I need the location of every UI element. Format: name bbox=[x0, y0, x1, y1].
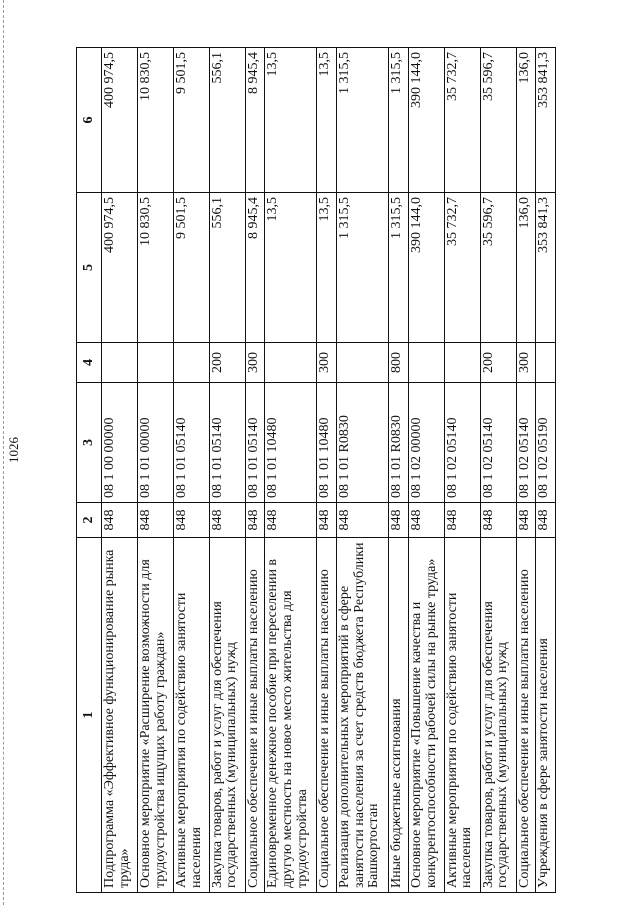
row-department-code-cell: 848 bbox=[102, 503, 138, 538]
row-expense-type-code-cell bbox=[536, 343, 556, 383]
row-department-code-cell: 848 bbox=[389, 503, 409, 538]
row-amount-cell-alt: 400 974,5 bbox=[102, 48, 138, 193]
row-amount-cell-alt: 8 945,4 bbox=[245, 48, 265, 193]
header-cell-2: 2 bbox=[77, 503, 102, 538]
table-row bbox=[480, 48, 516, 893]
row-name-cell: Социальное обеспечение и иные выплаты населению bbox=[245, 538, 265, 893]
row-target-item-code-cell: 08 1 02 05140 bbox=[516, 383, 536, 503]
row-amount-cell: 10 830,5 bbox=[137, 193, 173, 343]
header-cell-4: 4 bbox=[77, 343, 102, 383]
header-cell-3: 3 bbox=[77, 383, 102, 503]
row-expense-type-code-cell: 800 bbox=[389, 343, 409, 383]
row-target-item-code-cell: 08 1 02 05140 bbox=[444, 383, 480, 503]
rotated-page-content bbox=[76, 48, 556, 893]
row-department-code-cell: 848 bbox=[317, 503, 337, 538]
row-amount-cell: 9 501,5 bbox=[173, 193, 209, 343]
scan-edge-line bbox=[3, 0, 4, 905]
row-target-item-code-cell: 08 1 02 00000 bbox=[408, 383, 444, 503]
row-name-cell: Реализация дополнительных мероприятий в сфере занятости населения за счет средств бюджета Республики Башкортостан bbox=[337, 538, 389, 893]
row-name-cell: Социальное обеспечение и иные выплаты населению bbox=[317, 538, 337, 893]
row-name-cell: Активные мероприятия по содействию занятости населения bbox=[173, 538, 209, 893]
row-amount-cell: 353 841,3 bbox=[536, 193, 556, 343]
row-expense-type-code-cell: 300 bbox=[317, 343, 337, 383]
row-target-item-code-cell: 08 1 02 05140 bbox=[480, 383, 516, 503]
row-target-item-code-cell: 08 1 02 05190 bbox=[536, 383, 556, 503]
row-amount-cell-alt: 1 315,5 bbox=[389, 48, 409, 193]
row-target-item-code-cell: 08 1 01 05140 bbox=[245, 383, 265, 503]
row-expense-type-code-cell: 200 bbox=[209, 343, 245, 383]
row-amount-cell: 13,5 bbox=[317, 193, 337, 343]
row-expense-type-code-cell: 200 bbox=[480, 343, 516, 383]
row-amount-cell-alt: 1 315,5 bbox=[337, 48, 389, 193]
header-cell-6: 6 bbox=[77, 48, 102, 193]
row-amount-cell: 35 596,7 bbox=[480, 193, 516, 343]
row-department-code-cell: 848 bbox=[408, 503, 444, 538]
row-target-item-code-cell: 08 1 01 10480 bbox=[265, 383, 317, 503]
page-number: 1026 bbox=[6, 437, 21, 463]
row-expense-type-code-cell bbox=[137, 343, 173, 383]
row-amount-cell: 400 974,5 bbox=[102, 193, 138, 343]
row-name-cell: Иные бюджетные ассигнования bbox=[389, 538, 409, 893]
table-row bbox=[536, 48, 556, 893]
row-expense-type-code-cell bbox=[444, 343, 480, 383]
row-expense-type-code-cell bbox=[265, 343, 317, 383]
row-amount-cell: 136,0 bbox=[516, 193, 536, 343]
row-amount-cell-alt: 390 144,0 bbox=[408, 48, 444, 193]
row-name-cell: Основное мероприятие «Повышение качества и конкурентоспособности рабочей силы на рынке труда» bbox=[408, 538, 444, 893]
row-name-cell: Активные мероприятия по содействию занятости населения bbox=[444, 538, 480, 893]
row-department-code-cell: 848 bbox=[137, 503, 173, 538]
table-row bbox=[209, 48, 245, 893]
row-department-code-cell: 848 bbox=[480, 503, 516, 538]
row-amount-cell-alt: 35 732,7 bbox=[444, 48, 480, 193]
row-department-code-cell: 848 bbox=[536, 503, 556, 538]
row-amount-cell: 556,1 bbox=[209, 193, 245, 343]
row-expense-type-code-cell: 300 bbox=[516, 343, 536, 383]
row-department-code-cell: 848 bbox=[337, 503, 389, 538]
row-target-item-code-cell: 08 1 01 R0830 bbox=[389, 383, 409, 503]
row-expense-type-code-cell bbox=[102, 343, 138, 383]
row-target-item-code-cell: 08 1 00 00000 bbox=[102, 383, 138, 503]
row-name-cell: Учреждения в сфере занятости населения bbox=[536, 538, 556, 893]
table-row bbox=[516, 48, 536, 893]
row-name-cell: Основное мероприятие «Расширение возможности для трудоустройства ищущих работу граждан» bbox=[137, 538, 173, 893]
header-cell-5: 5 bbox=[77, 193, 102, 343]
row-target-item-code-cell: 08 1 01 05140 bbox=[209, 383, 245, 503]
table-row bbox=[444, 48, 480, 893]
row-expense-type-code-cell bbox=[408, 343, 444, 383]
row-name-cell: Закупка товаров, работ и услуг для обеспечения государственных (муниципальных) нужд bbox=[209, 538, 245, 893]
row-department-code-cell: 848 bbox=[173, 503, 209, 538]
row-name-cell: Подпрограмма «Эффективное функционирование рынка труда» bbox=[102, 538, 138, 893]
row-name-cell: Закупка товаров, работ и услуг для обеспечения государственных (муниципальных) нужд bbox=[480, 538, 516, 893]
table-row bbox=[337, 48, 389, 893]
header-cell-1: 1 bbox=[77, 538, 102, 893]
row-amount-cell: 1 315,5 bbox=[389, 193, 409, 343]
row-department-code-cell: 848 bbox=[209, 503, 245, 538]
table-row bbox=[173, 48, 209, 893]
table-row bbox=[137, 48, 173, 893]
table-header-row bbox=[77, 48, 102, 893]
row-amount-cell-alt: 9 501,5 bbox=[173, 48, 209, 193]
row-amount-cell-alt: 35 596,7 bbox=[480, 48, 516, 193]
row-amount-cell-alt: 353 841,3 bbox=[536, 48, 556, 193]
table-row bbox=[408, 48, 444, 893]
row-target-item-code-cell: 08 1 01 00000 bbox=[137, 383, 173, 503]
table-row bbox=[245, 48, 265, 893]
budget-table bbox=[76, 47, 556, 893]
row-target-item-code-cell: 08 1 01 R0830 bbox=[337, 383, 389, 503]
row-department-code-cell: 848 bbox=[444, 503, 480, 538]
row-amount-cell: 13,5 bbox=[265, 193, 317, 343]
row-target-item-code-cell: 08 1 01 05140 bbox=[173, 383, 209, 503]
row-amount-cell: 35 732,7 bbox=[444, 193, 480, 343]
budget-table-body bbox=[77, 48, 556, 893]
table-row bbox=[265, 48, 317, 893]
row-amount-cell-alt: 136,0 bbox=[516, 48, 536, 193]
table-row bbox=[102, 48, 138, 893]
row-department-code-cell: 848 bbox=[265, 503, 317, 538]
row-expense-type-code-cell bbox=[337, 343, 389, 383]
row-name-cell: Социальное обеспечение и иные выплаты населению bbox=[516, 538, 536, 893]
row-amount-cell-alt: 13,5 bbox=[265, 48, 317, 193]
row-expense-type-code-cell: 300 bbox=[245, 343, 265, 383]
table-row bbox=[317, 48, 337, 893]
row-department-code-cell: 848 bbox=[516, 503, 536, 538]
row-amount-cell: 390 144,0 bbox=[408, 193, 444, 343]
row-amount-cell: 8 945,4 bbox=[245, 193, 265, 343]
row-amount-cell-alt: 556,1 bbox=[209, 48, 245, 193]
row-expense-type-code-cell bbox=[173, 343, 209, 383]
table-row bbox=[389, 48, 409, 893]
row-department-code-cell: 848 bbox=[245, 503, 265, 538]
row-amount-cell-alt: 10 830,5 bbox=[137, 48, 173, 193]
row-target-item-code-cell: 08 1 01 10480 bbox=[317, 383, 337, 503]
row-amount-cell: 1 315,5 bbox=[337, 193, 389, 343]
row-amount-cell-alt: 13,5 bbox=[317, 48, 337, 193]
row-name-cell: Единовременное денежное пособие при переселении в другую местность на новое место жительства для трудоустройства bbox=[265, 538, 317, 893]
